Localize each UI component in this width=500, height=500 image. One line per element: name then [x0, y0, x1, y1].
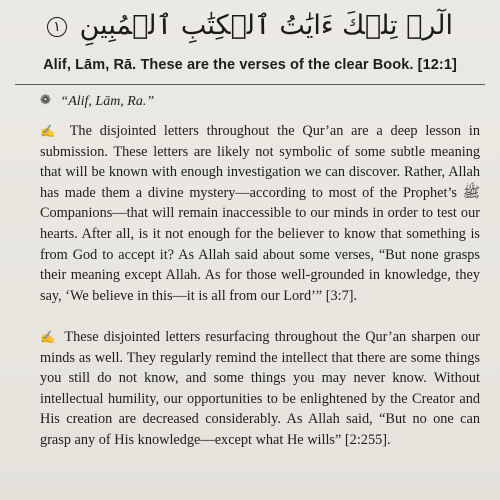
arabic-verse-heading — [0, 4, 500, 48]
paragraph-text: The disjointed letters throughout the Qur’an are a deep lesson in submission. These letters are likely not symbolic of some subtle meaning that will be known with enough investigation we can discover. Rather, Allah has made them a divine mystery—according to most of the Prophet’s ﷺ Companions—that will remain inaccessible to our minds in order to test our hearts. After all, is it not enough for the believer to know that something is from God to accept it? As Allah said about some verses, “But none grasps their meaning except Allah. As for those well-grounded in knowledge, they say, ‘We believe in this—it is all from our Lord’” [3:7]. — [40, 123, 480, 304]
arabic-verse-text: الٓرۚ تِلۡكَ ءَايَٰتُ ٱلۡكِتَٰبِ ٱلۡمُبِينِ — [79, 10, 453, 41]
paragraph-text: These disjointed letters resurfacing throughout the Qur’an sharpen our minds as well. They regularly remind the intellect that there are some things you still do not know, and some things you may never know. Without intellectual humility, our opportunities to be enlightened by the Creator and His creation are decreased considerably. As Allah said, “But no one can grasp any of His knowledge—except what He wills” [2:255]. — [40, 329, 480, 448]
commentary-paragraph-1 — [40, 121, 480, 306]
pen-icon: ✍ — [40, 124, 60, 138]
commentary-paragraph-2 — [40, 327, 480, 451]
divider-line — [15, 84, 485, 85]
pen-icon: ✍ — [40, 330, 57, 344]
disjointed-letters-quote: “Alif, Lām, Ra.” — [60, 94, 155, 109]
flower-ornament-icon: ❁ — [40, 92, 51, 107]
verse-translation: Alif, Lām, Rā. These are the verses of the clear Book. [12:1] — [43, 57, 457, 73]
verse-number-marker: ١ — [47, 17, 67, 37]
letters-bullet — [40, 93, 480, 110]
